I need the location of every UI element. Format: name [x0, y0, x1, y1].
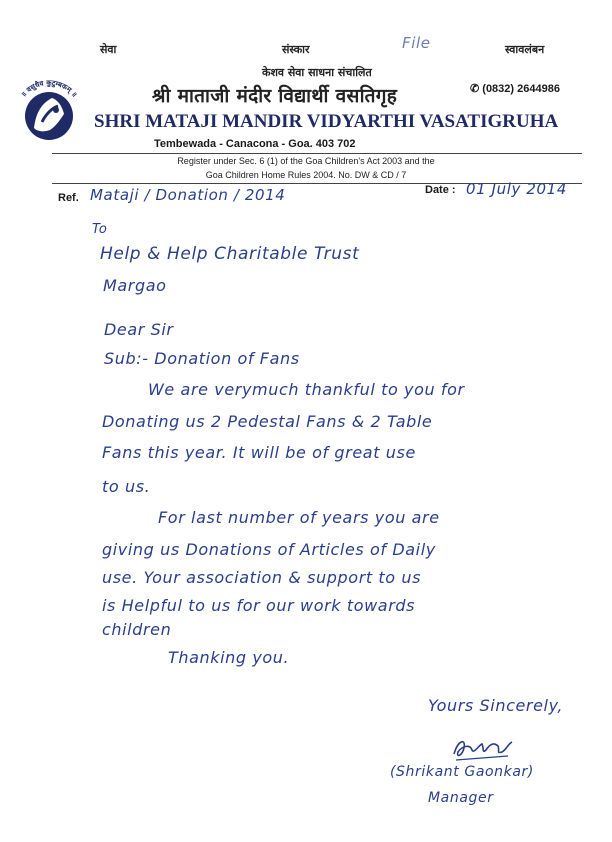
letter-to: To — [92, 222, 108, 237]
body-line: is Helpful to us for our work towards — [102, 596, 416, 615]
body-line: giving us Donations of Articles of Daily — [102, 540, 436, 559]
letter-city: Margao — [103, 276, 167, 295]
logo-text: ॥ वसुधैव कुटुम्बकम् ॥ — [19, 79, 79, 99]
motto-center: संस्कार — [282, 43, 310, 56]
motto-left: सेवा — [100, 43, 117, 56]
motto-right: स्वावलंबन — [505, 43, 545, 56]
registration-note — [86, 154, 526, 182]
body-line: Donating us 2 Pedestal Fans & 2 Table — [102, 412, 433, 431]
ref-value: Mataji / Donation / 2014 — [90, 186, 286, 204]
letter-salutation: Dear Sir — [104, 320, 174, 339]
phone-value: (0832) 2644986 — [482, 83, 560, 95]
ref-label: Ref. — [58, 192, 79, 204]
phone-icon: ✆ — [470, 83, 480, 95]
signatory-name: (Shrikant Gaonkar) — [390, 764, 534, 780]
phone-number — [470, 82, 560, 95]
date-value: 01 July 2014 — [466, 180, 567, 198]
letter-recipient: Help & Help Charitable Trust — [100, 244, 360, 264]
handwritten-signature — [448, 732, 518, 766]
registration-line-2: Goa Children Home Rules 2004. No. DW & CD / 7 — [205, 170, 407, 180]
body-line: Fans this year. It will be of great use — [102, 443, 416, 462]
letter-subject: Sub:- Donation of Fans — [104, 349, 300, 368]
letter-thanks: Thanking you. — [168, 648, 290, 667]
body-line: to us. — [102, 477, 151, 496]
body-line: We are verymuch thankful to you for — [148, 380, 465, 399]
body-line: For last number of years you are — [158, 508, 440, 527]
file-note: File — [402, 34, 431, 52]
signatory-title: Manager — [428, 790, 494, 806]
org-hindi-subtitle: केशव सेवा साधना संचालित — [262, 66, 372, 79]
letter-closing: Yours Sincerely, — [428, 696, 564, 715]
body-line: use. Your association & support to us — [102, 568, 422, 587]
registration-line-1: Register under Sec. 6 (1) of the Goa Children's Act 2003 and the — [177, 156, 435, 166]
org-hindi-title: श्री माताजी मंदीर विद्यार्थी वसतिगृह — [152, 85, 398, 107]
logo-emblem-icon — [6, 70, 92, 156]
date-label: Date : — [425, 184, 456, 196]
org-english-title: SHRI MATAJI MANDIR VIDYARTHI VASATIGRUHA — [94, 111, 559, 132]
body-line: children — [102, 620, 172, 639]
org-address: Tembewada - Canacona - Goa. 403 702 — [154, 138, 356, 150]
organization-logo — [6, 70, 92, 156]
